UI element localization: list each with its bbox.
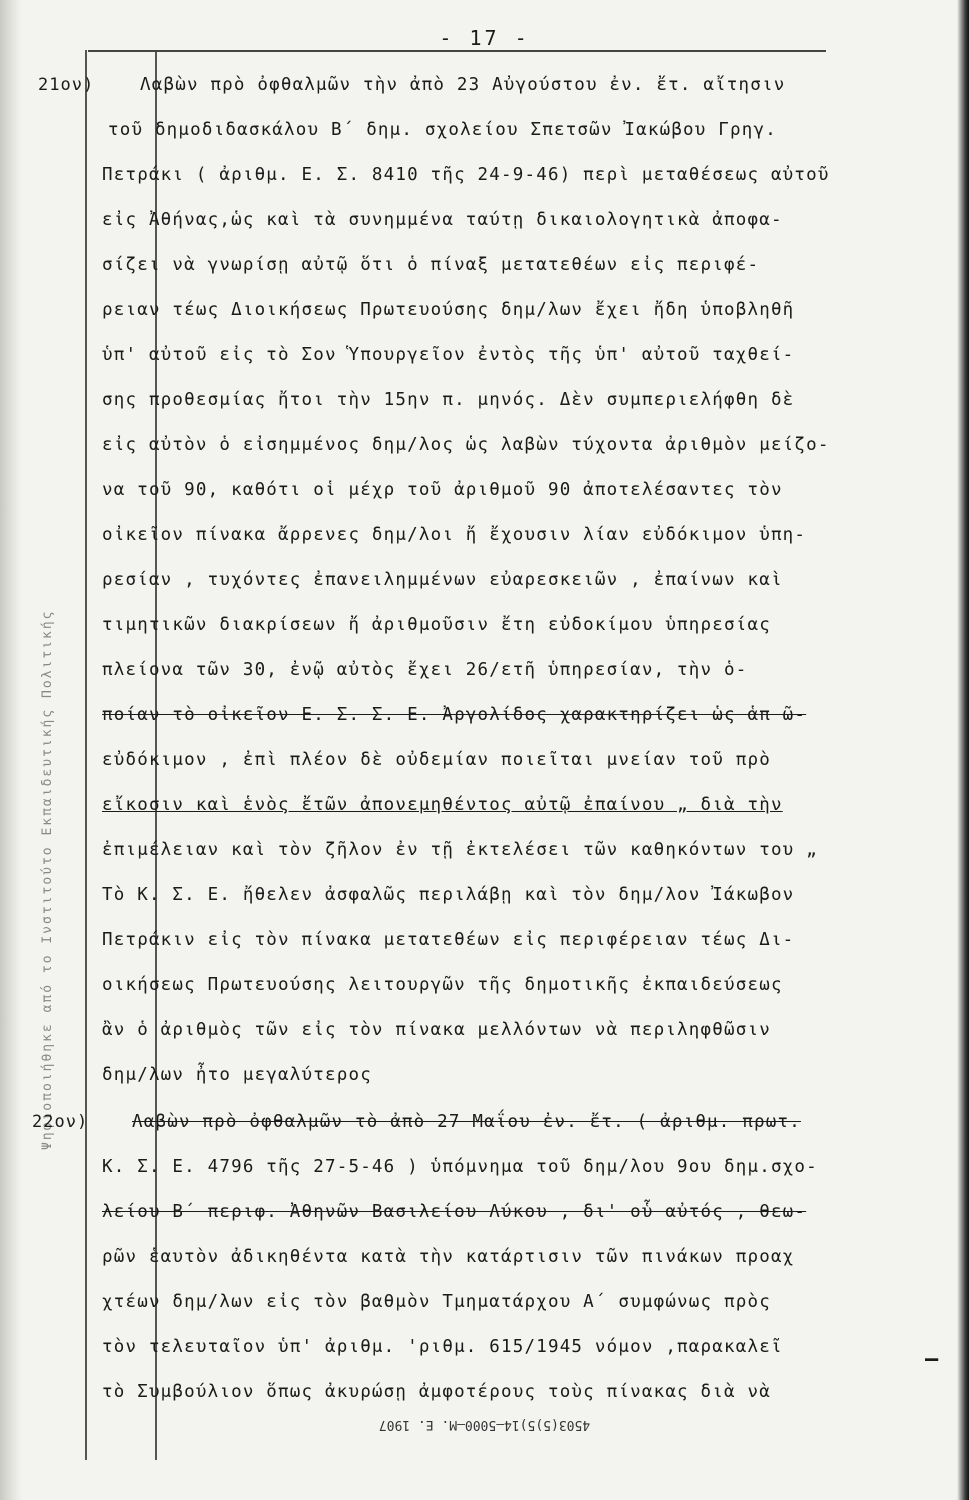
paragraph-label: 21ον) — [38, 75, 95, 95]
page-number: - 17 - — [439, 26, 530, 50]
text-line: Τὸ Κ. Σ. Ε. ἤθελεν ἀσφαλῶς περιλάβῃ καὶ τὸν δημ/λον Ἰάκωβον — [102, 885, 795, 905]
text-line: ρειαν τέως Διοικήσεως Πρωτευούσης δημ/λων ἔχει ἤδη ὑποβληθῆ — [102, 300, 795, 320]
text-line: ὑπ' αὐτοῦ εἰς τὸ Σον Ὑπουργεῖον ἐντὸς τῆς ὑπ' αὐτοῦ ταχθεί- — [102, 345, 795, 365]
text-line: λείου Β΄ περιφ. Ἀθηνῶν Βασιλείου Λύκου , δι' οὗ αὐτός , θεω- — [102, 1202, 807, 1222]
text-line: Πετράκι ( ἀριθμ. Ε. Σ. 8410 τῆς 24-9-46) περὶ μεταθέσεως αὐτοῦ — [102, 165, 830, 185]
text-line: εἰς αὐτὸν ὁ εἰσημμένος δημ/λος ὡς λαβὼν τύχοντα ἀριθμὸν μείζο- — [102, 435, 830, 455]
text-line: σης προθεσμίας ἤτοι τὴν 15ην π. μηνός. Δὲν συμπεριελήφθη δὲ — [102, 390, 795, 410]
text-line: τὸ Συμβούλιον ὅπως ἀκυρώσῃ ἀμφοτέρους τοὺς πίνακας διὰ νὰ — [102, 1382, 771, 1402]
margin-dash-mark: — — [925, 1347, 939, 1372]
text-line: οικήσεως Πρωτευούσης λειτουργῶν τῆς δημοτικῆς ἐκπαιδεύσεως — [102, 975, 783, 995]
text-line: τὸν τελευταῖον ὑπ' ἀριθμ. 'ριθμ. 615/1945 νόμον ,παρακαλεῖ — [102, 1337, 783, 1357]
text-line: ρῶν ἑαυτὸν ἀδικηθέντα κατὰ τὴν κατάρτισιν τῶν πινάκων προαχ — [102, 1247, 795, 1267]
text-line: δημ/λων ἦτο μεγαλύτερος — [102, 1065, 372, 1085]
binding-shadow — [0, 0, 22, 1500]
printer-stamp: 4503(5)5)14—5000—Μ. Ε. 1907 — [378, 1417, 591, 1432]
text-line: ἂν ὁ ἀριθμὸς τῶν εἰς τὸν πίνακα μελλόντων νὰ περιληφθῶσιν — [102, 1020, 771, 1040]
text-line: σίζει νὰ γνωρίσῃ αὐτῷ ὅτι ὁ πίναξ μετατεθέων εἰς περιφέ- — [102, 255, 760, 275]
text-line: εἰς Ἀθήνας,ὡς καὶ τὰ συνημμένα ταύτῃ δικαιολογητικὰ ἀποφα- — [102, 210, 783, 230]
text-line: Λαβὼν πρὸ ὀφθαλμῶν τὴν ἀπὸ 23 Αὐγούστου ἐν. ἔτ. αἴτησιν — [140, 75, 786, 95]
text-line: Κ. Σ. Ε. 4796 τῆς 27-5-46 ) ὑπόμνημα τοῦ δημ/λου 9ου δημ.σχο- — [102, 1157, 818, 1177]
text-line: πλείονα τῶν 30, ἐνῷ αὐτὸς ἔχει 26/ετῆ ὑπηρεσίαν, τὴν ὁ- — [102, 660, 748, 680]
text-line: οἰκεῖον πίνακα ἄρρενες δημ/λοι ἤ ἔχουσιν λίαν εὐδόκιμον ὑπη- — [102, 525, 807, 545]
paragraph-label: 22ον) — [32, 1112, 89, 1132]
page-edge-shadow — [957, 0, 969, 1500]
text-line: τοῦ δημοδιδασκάλου Β΄ δημ. σχολείου Σπετσῶν Ἰακώβου Γρηγ. — [108, 120, 777, 140]
header-rule — [88, 50, 826, 52]
text-line: ρεσίαν , τυχόντες ἐπανειλημμένων εὐαρεσκειῶν , ἐπαίνων καὶ — [102, 570, 783, 590]
text-line: τιμητικῶν διακρίσεων ἤ ἀριθμοῦσιν ἔτη εὐδοκίμου ὑπηρεσίας — [102, 615, 771, 635]
text-line: Πετράκιν εἰς τὸν πίνακα μετατεθέων εἰς περιφέρειαν τέως Δι- — [102, 930, 795, 950]
margin-rule-outer — [85, 50, 87, 1460]
text-line: ποίαν τὸ οἰκεῖον Ε. Σ. Σ. Ε. Ἀργολίδος χαρακτηρίζει ὡς ἁπ ῶ- — [102, 705, 807, 725]
text-line: ἐπιμέλειαν καὶ τὸν ζῆλον ἐν τῇ ἐκτελέσει τῶν καθηκόντων του „ — [102, 840, 818, 860]
text-line: εὐδόκιμον , ἐπὶ πλέον δὲ οὐδεμίαν ποιεῖται μνείαν τοῦ πρὸ — [102, 750, 771, 770]
text-line: Λαβὼν πρὸ ὀφθαλμῶν τὸ ἀπὸ 27 Μαΐου ἐν. ἔτ. ( ἀριθμ. πρωτ. — [132, 1112, 801, 1132]
archive-watermark: Ψηφιοποιήθηκε από το Ινστιτούτο Εκπαιδευτικής Πολιτικής — [40, 609, 55, 1150]
text-line: εἴκοσιν καὶ ἑνὸς ἔτῶν ἀπονεμηθέντος αὐτῷ ἐπαίνου „ διὰ τὴν — [102, 795, 783, 815]
text-line: να τοῦ 90, καθότι οἱ μέχρ τοῦ ἀριθμοῦ 90 ἀποτελέσαντες τὸν — [102, 480, 783, 500]
text-line: χτέων δημ/λων εἰς τὸν βαθμὸν Τμηματάρχου Α΄ συμφώνως πρὸς — [102, 1292, 771, 1312]
